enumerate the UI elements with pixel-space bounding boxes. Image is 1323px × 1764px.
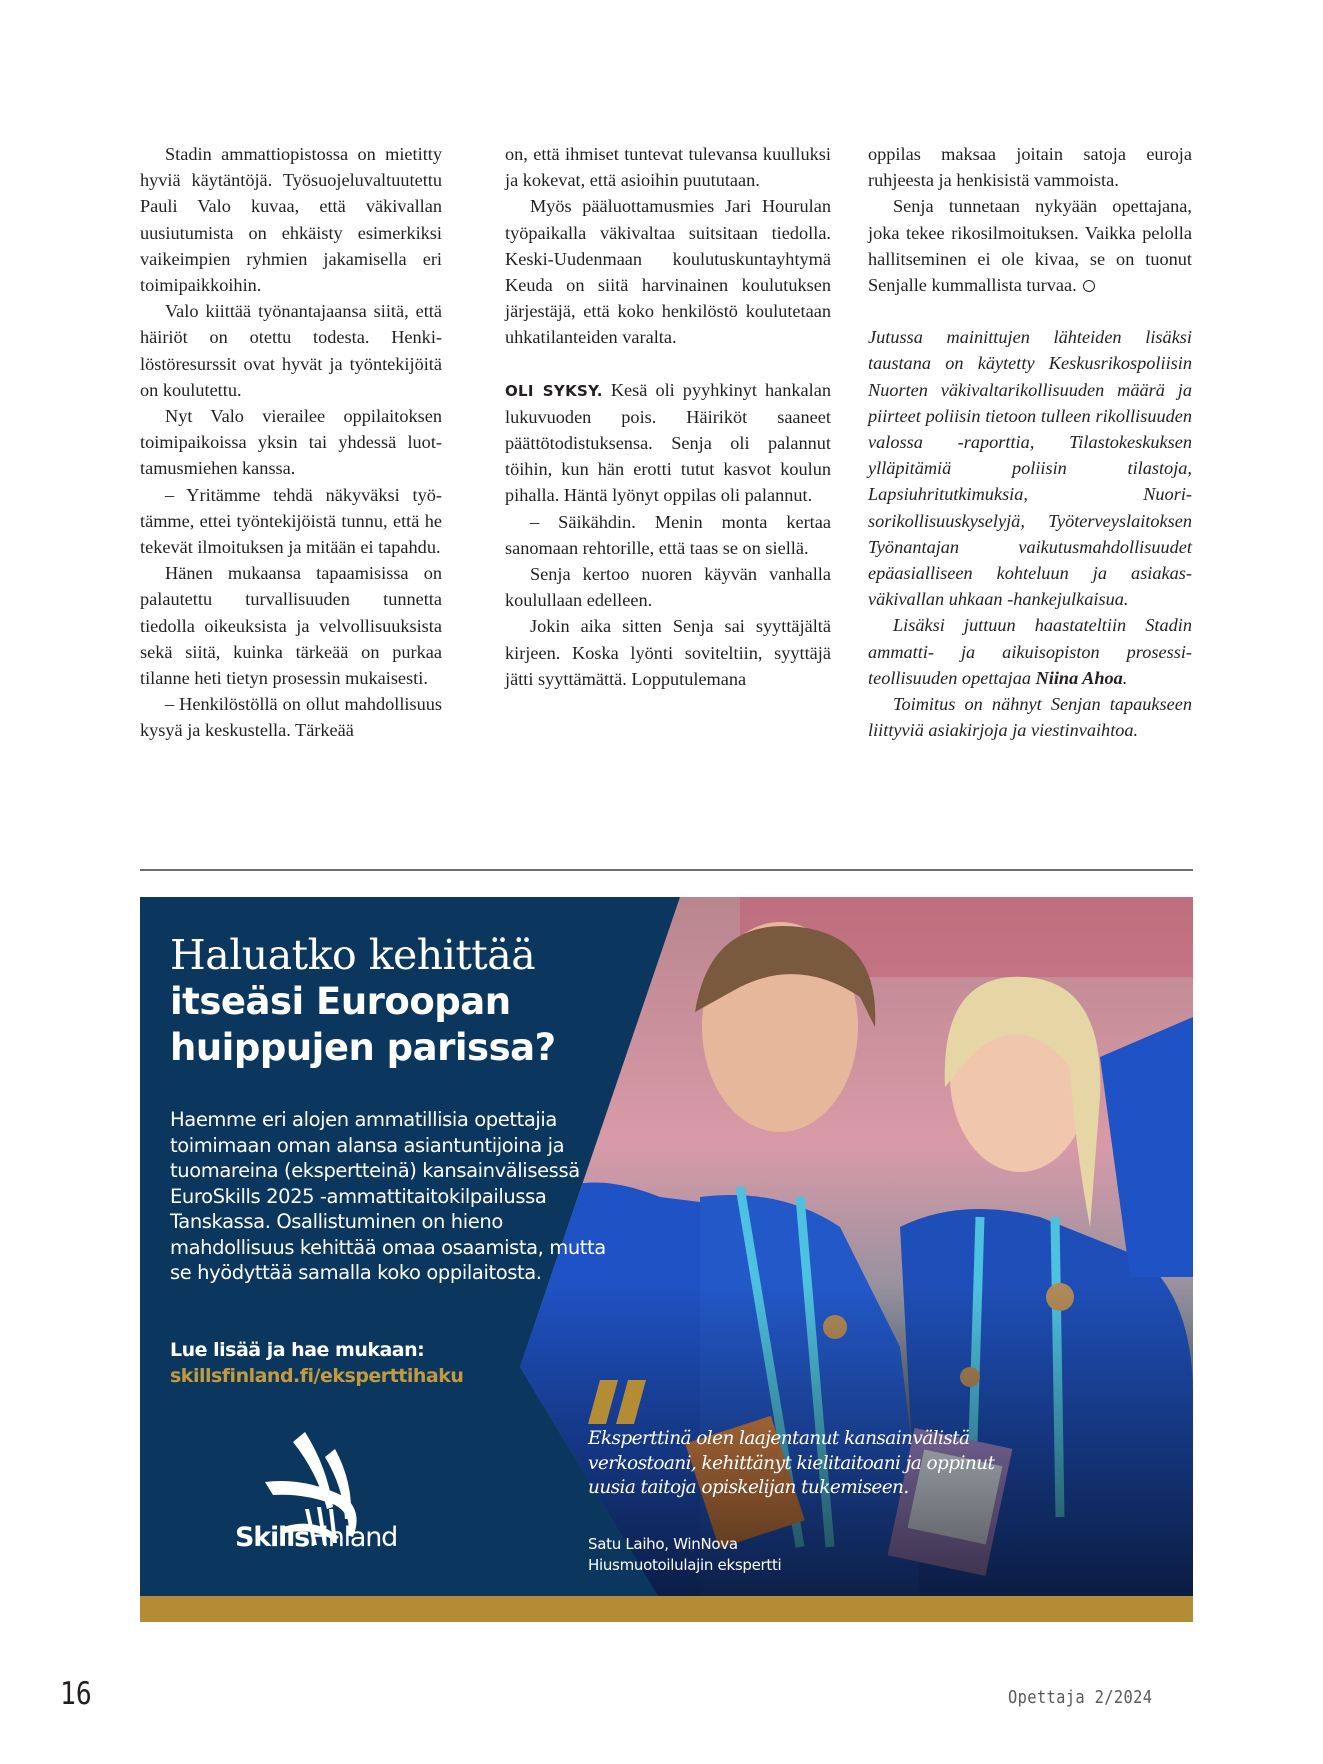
- ad-call-to-action: [170, 1337, 463, 1389]
- paragraph-text: Lisäksi juttuun haastateltiin Stadin ammatti- ja aikuisopiston prosessiteollisuuden opettajaa: [868, 615, 1192, 688]
- issue-label: Opettaja 2/2024: [1008, 1688, 1153, 1708]
- ad-body-text: Haemme eri alojen ammatillisia opettajia toimimaan oman alansa asiantuntijoina ja tuomareina (ekspertteinä) kansainvälisessä EuroSkills 2025 -ammattitaitokilpailussa Tanskassa. Osallistuminen on hieno mahdollisuus kehittää omaa osaamista, mutta se hyödyttää samalla koko oppilaitosta.: [170, 1108, 606, 1284]
- paragraph-text: Kesä oli pyyhkinyt hankalan lukuvuoden pois. Häiriköt saaneet päättötodistuksensa. Senja oli palannut töihin, kun hän erotti tutut kasvot koulun pihalla. Häntä lyönyt oppilas oli palannut.: [505, 379, 831, 506]
- editorial-note: Toimitus on nähnyt Senjan tapaukseen liittyviä asiakirjoja ja viestinvaihtoa.: [868, 694, 1192, 741]
- author-role: Hiusmuotoilulajin ekspertti: [588, 1556, 782, 1574]
- skillsfinland-advertisement[interactable]: [140, 897, 1193, 1622]
- page-number: 16: [60, 1676, 92, 1712]
- paragraph: Stadin ammattiopistossa on mietitty hyviä käytäntöjä. Työsuojeluvaltuutettu Pauli Valo kuvaa, että väkivallan uusiutumista on ehkäisty esimerkiksi vaikeimpien ryhmien jakamisella eri toimipaikkoihin.: [140, 144, 442, 296]
- paragraph: Valo kiittää työnantajaansa siitä, että häiriöt on otettu todesta. Henkilöstöresurssit ovat hyvät ja työntekijöitä on koulutettu.: [140, 301, 442, 400]
- ad-headline-line-2: itseäsi Euroopan: [170, 980, 511, 1023]
- paragraph: [868, 193, 1192, 298]
- skillsfinland-wordmark: [235, 1522, 397, 1553]
- paragraph: Senja kertoo nuoren käyvän vanhalla koulullaan edelleen.: [505, 564, 831, 611]
- paragraph: – Yritämme tehdä näkyväksi työtämme, ettei työntekijöistä tunnu, että he tekevät ilmoituksen ja mitään ei tapahdu.: [140, 484, 442, 558]
- quote-mark-icon: [588, 1380, 648, 1424]
- ad-headline-line-3: huippujen parissa?: [170, 1026, 556, 1069]
- article-column-3: [868, 141, 1192, 743]
- cta-link[interactable]: skillsfinland.fi/eksperttihaku: [170, 1365, 464, 1387]
- wordmark-bold: Skills: [235, 1522, 310, 1553]
- article-column-1: [140, 141, 442, 744]
- end-mark-icon: [1083, 280, 1095, 292]
- cta-label: Lue lisää ja hae mukaan:: [170, 1339, 425, 1361]
- sources-note: Jutussa mainittujen lähteiden lisäksi taustana on käytetty Keskusrikospoliisin Nuorten väkivaltarikollisuuden määrä ja piirteet poliisin tietoon tulleen rikollisuuden valossa -raporttia, Tilastokeskuksen ylläpitämiä poliisin tilastoja, Lapsiuhritutkimuksia, Nuorisorikollisuuskyselyjä, Työterveyslaitoksen Työnantajan vaikutusmahdollisuudet epäasialliseen kohteluun ja asiakasväkivallan uhkaan -hankejulkaisua.: [868, 327, 1192, 610]
- paragraph: – Säikähdin. Menin monta kertaa sanomaan rehtorille, että taas se on siellä.: [505, 511, 831, 558]
- ad-headline-line-1: Haluatko kehittää: [170, 931, 536, 979]
- section-divider: [140, 869, 1193, 871]
- ad-gold-band: [140, 1596, 1193, 1622]
- testimonial-quote: Eksperttinä olen laajentanut kansainvälistä verkostoani, kehittänyt kielitaitoani ja oppinut uusia taitoja opiskelijan tukemiseen.: [588, 1428, 995, 1498]
- punctuation: .: [1122, 667, 1128, 688]
- paragraph: – Henkilöstöllä on ollut mahdollisuus kysyä ja keskustella. Tärkeää: [140, 694, 442, 741]
- paragraph: Jokin aika sitten Senja sai syyttäjältä kirjeen. Koska lyönti soviteltiin, syyttäjä jätti syyttämättä. Lopputulemana: [505, 616, 831, 689]
- section-paragraph: [505, 377, 831, 509]
- paragraph: oppilas maksaa joitain satoja euroja ruhjeesta ja henkisistä vammoista.: [868, 144, 1192, 191]
- article-column-2: [505, 141, 831, 692]
- paragraph-text: Senja tunnetaan nykyään opettajana, joka tekee rikosilmoituksen. Vaikka pelolla hallitseminen ei ole kivaa, se on tuonut Senjalle kummallista turvaa.: [868, 196, 1192, 296]
- ad-headline-subline: [170, 979, 556, 1071]
- interview-note: [868, 612, 1192, 691]
- paragraph: Nyt Valo vierailee oppilaitoksen toimipaikoissa yksin tai yhdessä luottamusmiehen kanssa.: [140, 406, 442, 479]
- wordmark-regular: Finland: [309, 1522, 398, 1553]
- testimonial-author: [588, 1534, 781, 1576]
- section-lead: OLI SYKSY.: [505, 381, 603, 400]
- paragraph: on, että ihmiset tuntevat tulevansa kuulluksi ja kokevat, että asioihin puututaan.: [505, 144, 831, 191]
- paragraph: Myös pääluottamusmies Jari Hourulan työpaikalla väkivaltaa suitsitaan tiedolla. Keski-Uudenmaan koulutuskuntayhtymä Keuda on siitä harvinainen koulutuksen järjestäjä, että koko henkilöstö koulutetaan uhkatilanteiden varalta.: [505, 196, 831, 348]
- paragraph: Hänen mukaansa tapaamisissa on palautettu turvallisuuden tunnetta tiedolla oikeuksista ja velvollisuuksista sekä siitä, kuinka tärkeää on purkaa tilanne heti tietyn prosessin mukaisesti.: [140, 563, 442, 689]
- interviewee-name: Niina Ahoa: [1035, 667, 1123, 688]
- author-name: Satu Laiho, WinNova: [588, 1535, 738, 1553]
